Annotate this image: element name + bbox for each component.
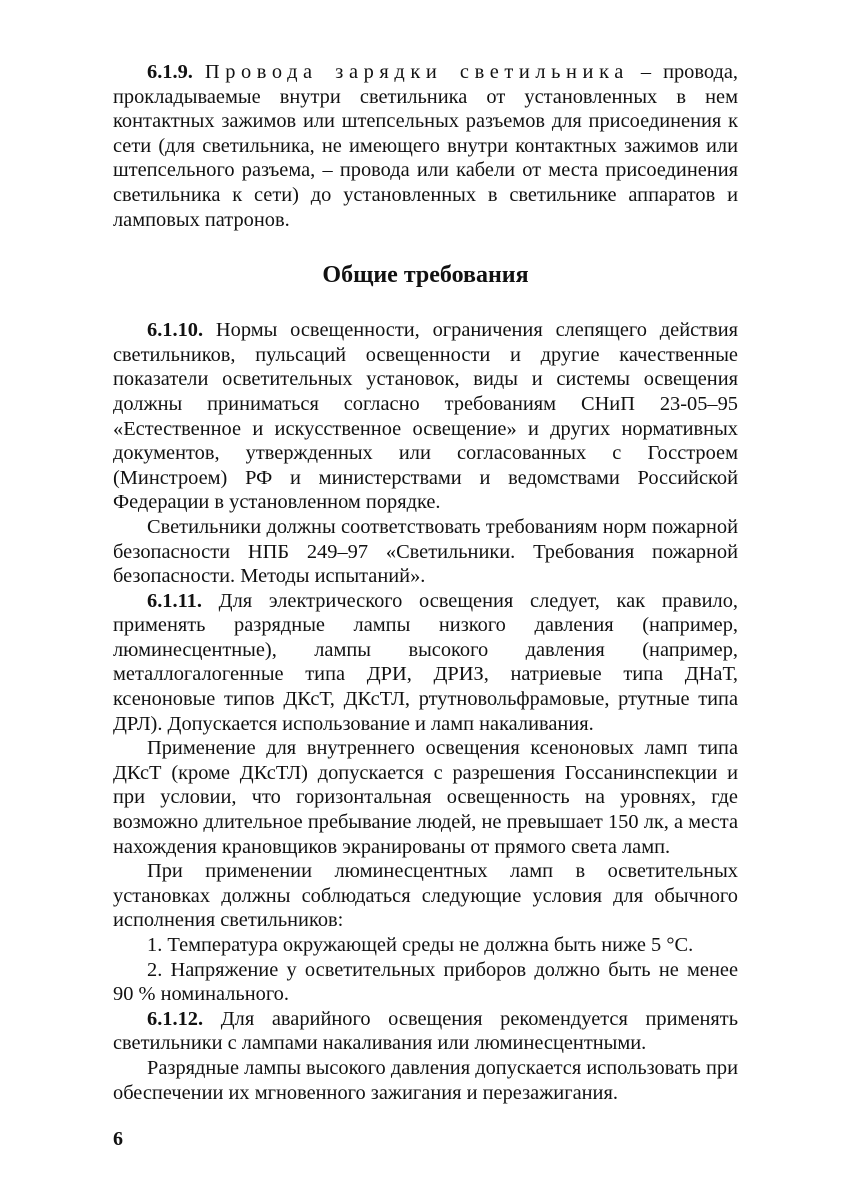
paragraph-6-1-10 xyxy=(113,318,738,515)
paragraph-text: Для аварийного освещения рекомендуется применять светильники с лампами накаливания или люминесцентными. xyxy=(113,1007,738,1055)
document-page xyxy=(113,60,738,1105)
paragraph-fire-safety: Светильники должны соответствовать требованиям норм пожарной безопасности НПБ 249–97 «Светильники. Требования пожарной безопасности. Методы испытаний». xyxy=(113,515,738,588)
term-title: Провода зарядки светильника xyxy=(204,61,629,83)
paragraph-text: Для электрического освещения следует, как правило, применять разрядные лампы низкого давления (например, люминесцентные), лампы высокого давления (например, металлогалогенные типа ДРИ, ДРИЗ, натриевые типа ДНаТ, ксеноновые типов ДКсТ, ДКсТЛ, ртутновольфрамовые, ртутные типа ДРЛ). Допускается использование и ламп накаливания. xyxy=(113,589,738,735)
list-item-temperature: 1. Температура окружающей среды не должна быть ниже 5 °С. xyxy=(147,934,694,956)
section-heading: Общие требования xyxy=(322,262,529,289)
list-item-voltage: 2. Напряжение у осветительных приборов должно быть не менее 90 % номинального. xyxy=(113,958,738,1006)
clause-number: 6.1.10. xyxy=(147,319,204,342)
paragraph-text: Нормы освещенности, ограничения слепящего действия светильников, пульсаций освещенности и другие качественные показатели осветительных установок, виды и системы освещения должны приниматься согласно требованиям СНиП 23-05–95 «Естественное и искусственное освещение» и других нормативных документов, утвержденных или согласованных с Госстроем (Минстроем) РФ и министерствами и ведомствами Российской Федерации в установленном порядке. xyxy=(113,319,738,514)
paragraph-hid-lamps: Разрядные лампы высокого давления допускается использовать при обеспечении их мгновенного зажигания и перезажигания. xyxy=(113,1056,738,1104)
paragraph-fluorescent-conditions: При применении люминесцентных ламп в осветительных установках должны соблюдаться следующие условия для обычного исполнения светильников: xyxy=(113,860,738,932)
clause-number: 6.1.12. xyxy=(147,1007,204,1030)
clause-number: 6.1.9. xyxy=(147,61,193,83)
paragraph-6-1-12 xyxy=(113,1007,738,1056)
clause-number: 6.1.11. xyxy=(147,589,202,612)
page-number: 6 xyxy=(113,1128,123,1150)
paragraph-xenon-lamps: Применение для внутреннего освещения ксеноновых ламп типа ДКсТ (кроме ДКсТЛ) допускается с разрешения Госсанинспекции и при условии, что горизонтальная освещенность на уровнях, где возможно длительное пребывание людей, не превышает 150 лк, а места нахождения крановщиков экранированы от прямого света ламп. xyxy=(113,737,738,858)
paragraph-6-1-9 xyxy=(113,60,738,232)
paragraph-6-1-11 xyxy=(113,589,738,737)
paragraph-text: – провода, прокладываемые внутри светильника от установленных в нем контактных зажимов или штепсельных разъемов для присоединения к сети (для светильника, не имеющего внутри контактных зажимов или штепсельного разъема, – провода или кабели от места присоединения светильника к сети) до установленных в светильнике аппаратов и ламповых патронов. xyxy=(113,61,738,231)
